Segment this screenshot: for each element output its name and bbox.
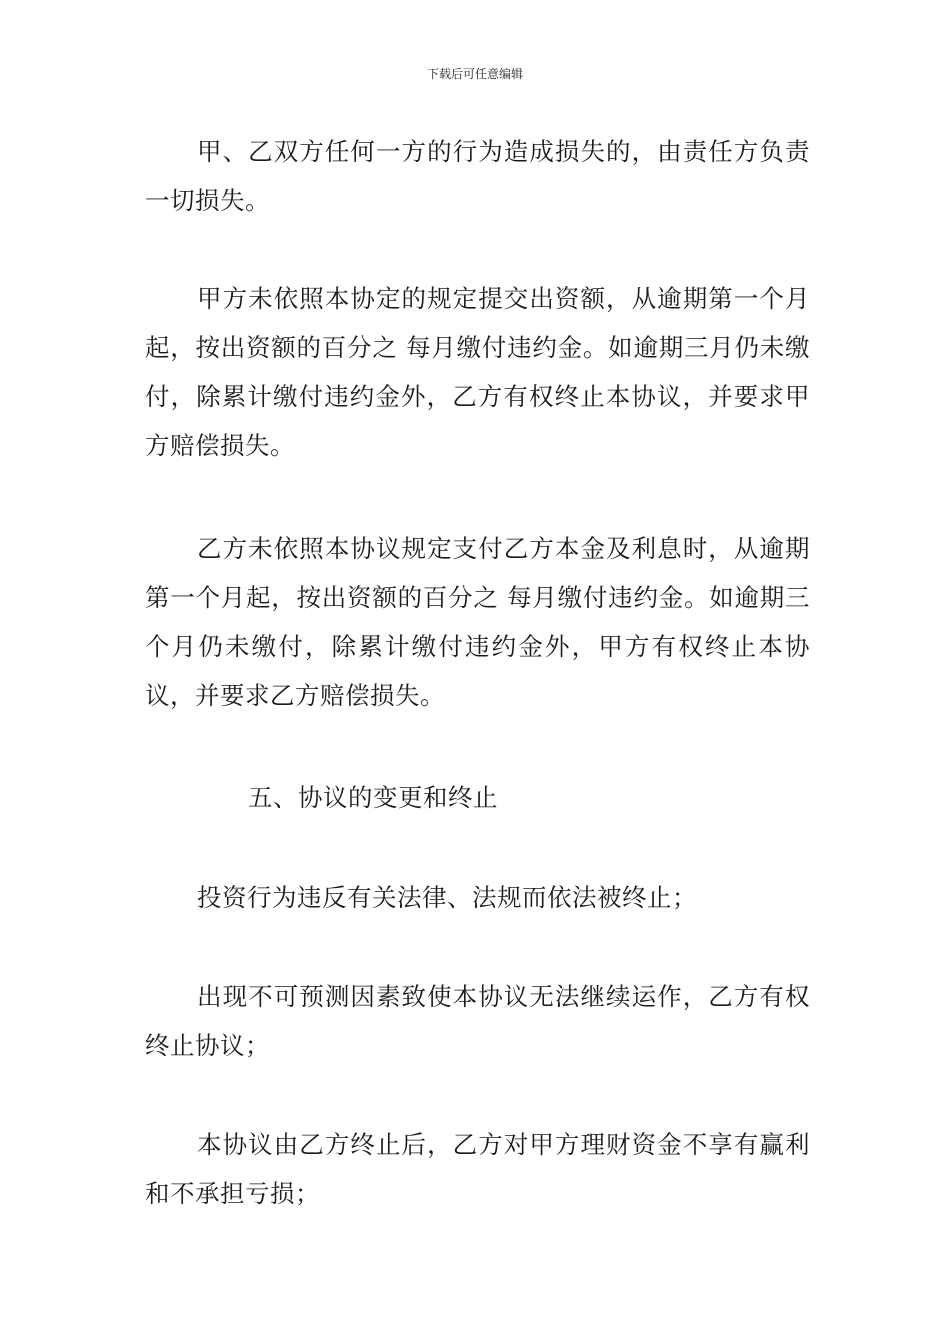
paragraph-party-a-penalty: 甲方未依照本协定的规定提交出资额，从逾期第一个月起，按出资额的百分之 每月缴付违约金。如逾期三月仍未缴付，除累计缴付违约金外，乙方有权终止本协议，并要求甲方赔偿损失。 <box>145 284 810 460</box>
list-item-termination-legal: 投资行为违反有关法律、法规而依法被终止； <box>197 883 697 912</box>
paragraph-liability: 甲、乙双方任何一方的行为造成损失的，由责任方负责一切损失。 <box>145 137 810 215</box>
paragraph-party-b-penalty: 乙方未依照本协议规定支付乙方本金及利息时，从逾期第一个月起，按出资额的百分之 每月缴付违约金。如逾期三个月仍未缴付，除累计缴付违约金外，甲方有权终止本协议，并要求乙方赔偿损失。 <box>145 534 810 710</box>
page-header-note: 下载后可任意编辑 <box>426 67 523 81</box>
section-heading: 五、协议的变更和终止 <box>248 783 498 812</box>
list-item-termination-unforeseen: 出现不可预测因素致使本协议无法继续运作，乙方有权终止协议； <box>145 982 810 1060</box>
list-item-termination-consequence: 本协议由乙方终止后，乙方对甲方理财资金不享有赢利和不承担亏损； <box>145 1130 810 1208</box>
